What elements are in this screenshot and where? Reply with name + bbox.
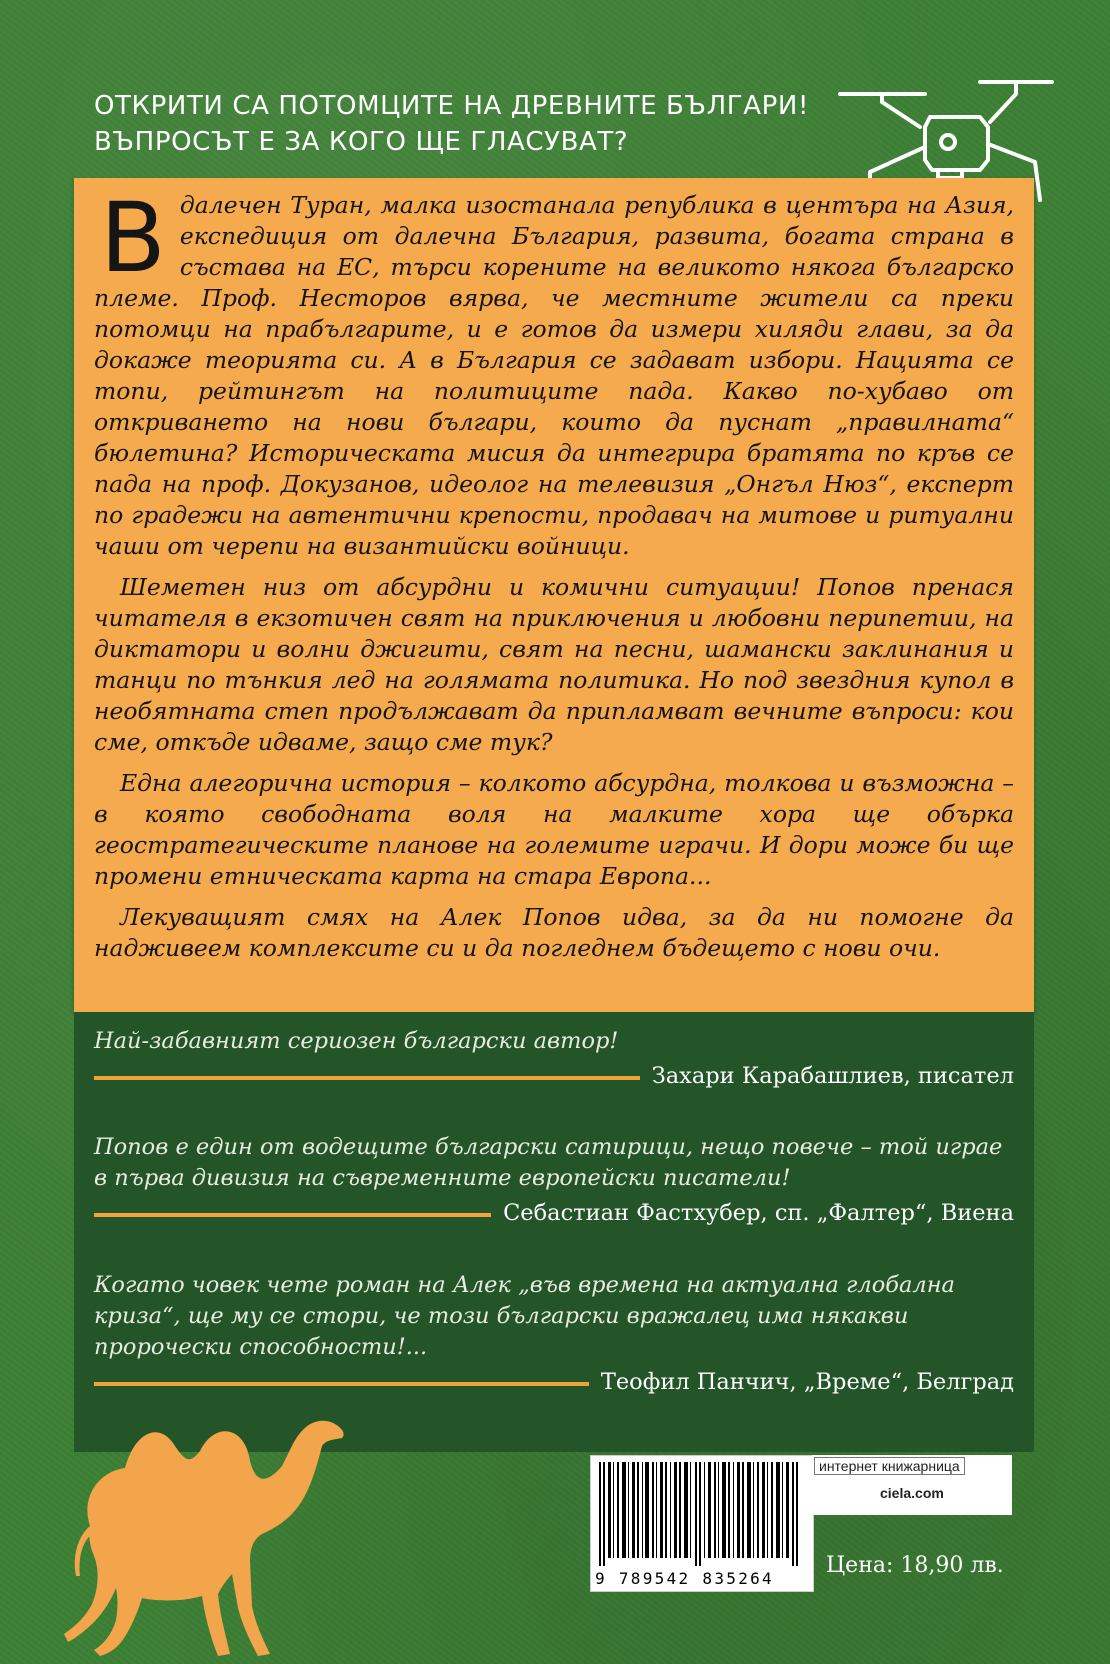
barcode-number: 9 789542 835264 bbox=[595, 1569, 774, 1588]
ciela-website[interactable]: ciela.com bbox=[880, 1485, 944, 1501]
paragraph-2: Шеметен низ от абсурдни и комични ситуации! Попов пренася читателя в екзотичен свят на приключения и любовни перипетии, на диктатори и волни джигити, свят на песни, шамански заклинания и танци по тънкия лед на голямата политика. Но под звездния купол в необятната степ продължават да припламват вечните въпроси: кои сме, откъде идваме, защо сме тук? bbox=[94, 573, 1014, 756]
review-3-text: Когато човек чете роман на Алек „във времена на актуална глобална криза“, ще му се стори, че този български вражалец има някакви пророчески способности!... bbox=[94, 1272, 955, 1360]
camel-icon bbox=[50, 1376, 350, 1661]
paragraph-4: Лекуващият смях на Алек Попов идва, за да ни помогне да надживеем комплексите си и да погледнем бъдещето с нови очи. bbox=[94, 903, 1014, 962]
drop-cap: В bbox=[100, 182, 166, 294]
review-1-text: Най-забавният сериозен български автор! bbox=[94, 1028, 619, 1054]
ciela-logo[interactable] bbox=[812, 1455, 1012, 1515]
review-2-text: Попов е един от водещите български сатирици, нещо повече – той играе в първа дивизия на съвременните европейски писатели! bbox=[94, 1134, 1003, 1191]
headline-line-2: ВЪПРОСЪТ Е ЗА КОГО ЩЕ ГЛАСУВАТ? bbox=[94, 127, 629, 157]
headline bbox=[94, 88, 854, 160]
barcode-bars bbox=[591, 1462, 813, 1572]
barcode bbox=[590, 1455, 814, 1592]
description-text bbox=[94, 182, 1014, 974]
divider-line bbox=[94, 1213, 491, 1217]
paragraph-1-text: далечен Туран, малка изостанала република в центъра на Азия, експедиция от далечна България, развита, богата страна в състава на ЕС, търси корените на великото някога българско племе. Проф. Несторов вярва, че местните жители са преки потомци на прабългарите, и е готов да измери хиляди глави, за да докаже теорията си. А в България се задават избори. Нацията се топи, рейтингът на политиците пада. Какво по-хубаво от откриването на нови българи, които да пуснат „правилната“ бюлетина? Историческата мисия да интегрира братята по кръв се пада на проф. Докузанов, идеолог на телевизия „Онгъл Нюз“, експерт по градежи на автентични крепости, продавач на митове и ритуални чаши от черепи на византийски войници. bbox=[94, 191, 1014, 560]
review-2 bbox=[94, 1132, 1014, 1229]
review-2-author: Себастиан Фастхубер, сп. „Фалтер“, Виена bbox=[503, 1200, 1014, 1226]
paragraph-1 bbox=[94, 182, 1014, 562]
divider-line bbox=[94, 1076, 640, 1080]
review-1 bbox=[94, 1026, 1014, 1092]
paragraph-3: Една алегорична история – колкото абсурдна, толкова и възможна – в която свободната воля на малките хора ще обърка геостратегическите планове на големите играчи. И дори може би ще промени етническата карта на стара Европа... bbox=[94, 769, 1014, 890]
review-1-author: Захари Карабашлиев, писател bbox=[651, 1063, 1014, 1089]
review-3-author: Теофил Панчич, „Време“, Белград bbox=[600, 1369, 1014, 1395]
description-box bbox=[74, 178, 1034, 1012]
price: Цена: 18,90 лв. bbox=[826, 1553, 1004, 1578]
headline-line-1: ОТКРИТИ СА ПОТОМЦИТЕ НА ДРЕВНИТЕ БЪЛГАРИ! bbox=[94, 91, 809, 121]
ciela-tagline: интернет книжарница bbox=[814, 1457, 965, 1475]
